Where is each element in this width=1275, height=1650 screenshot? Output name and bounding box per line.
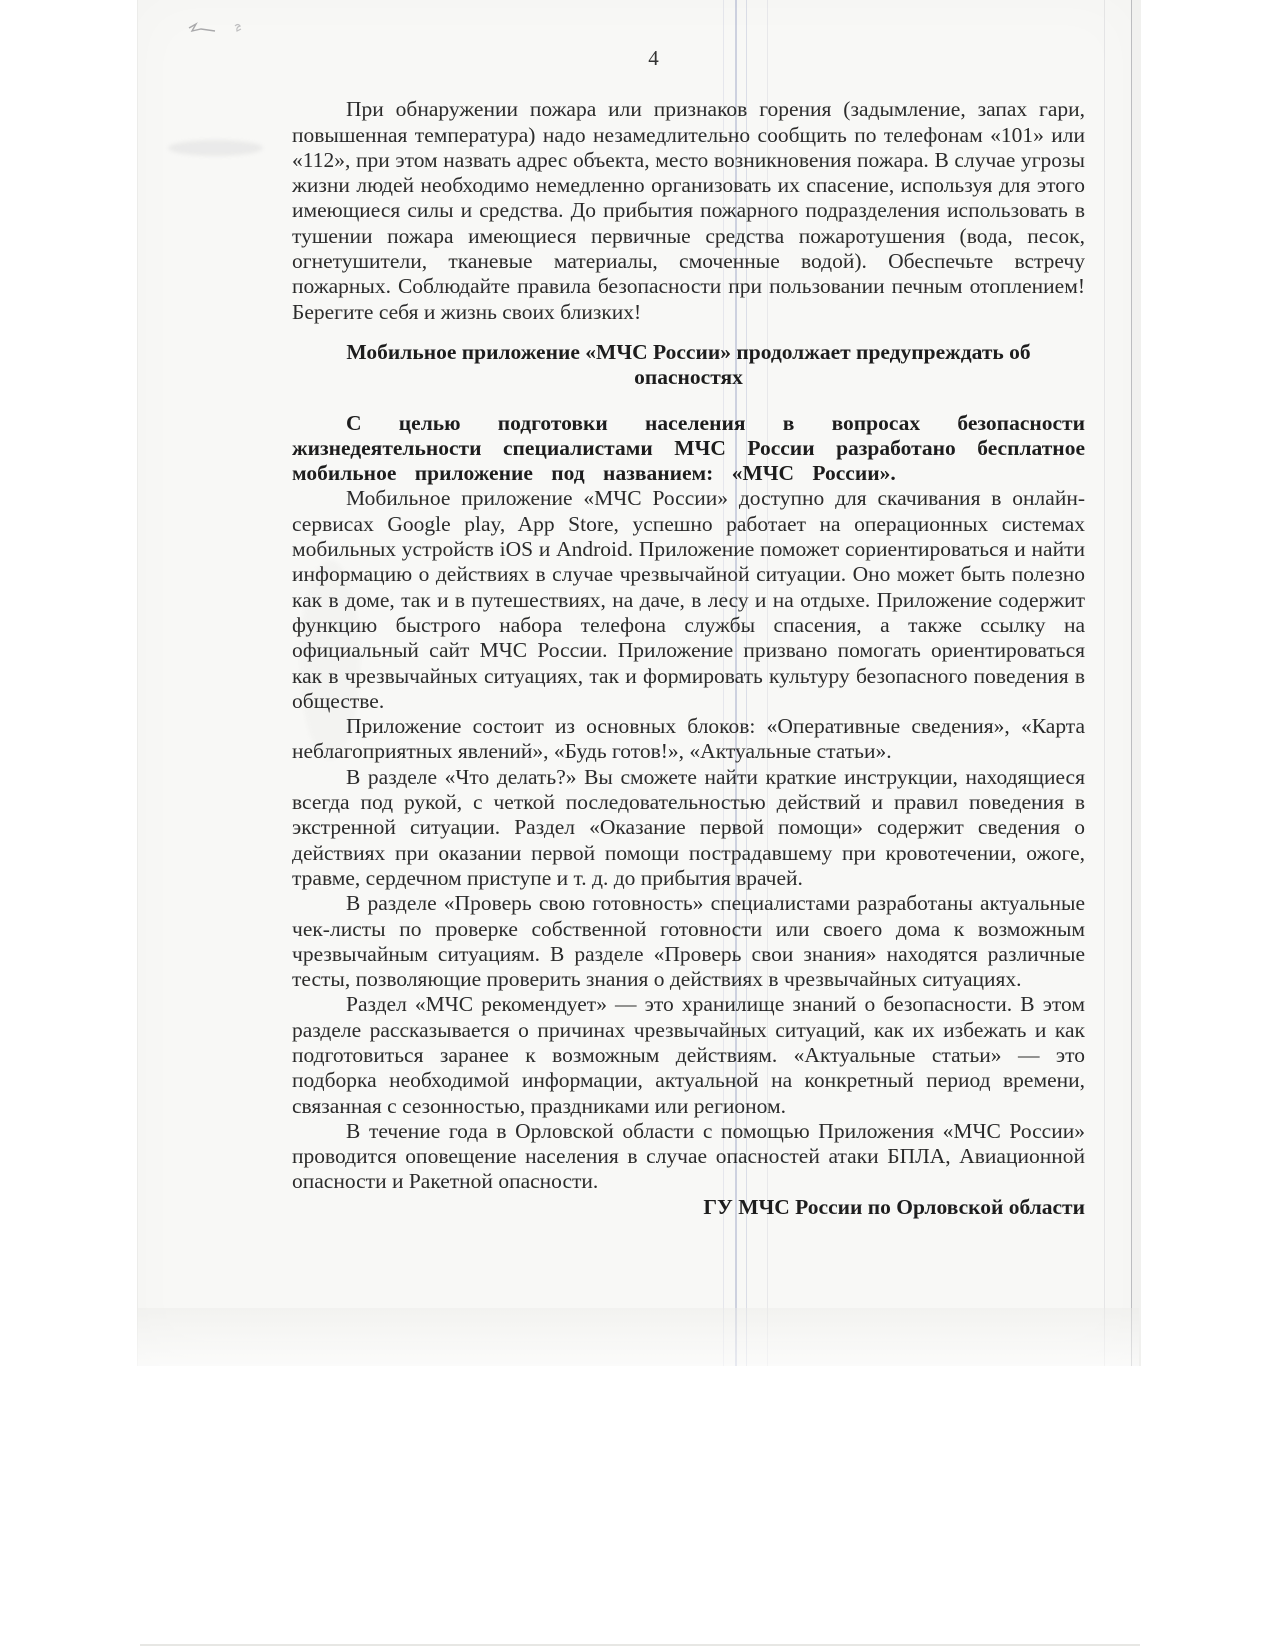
section-heading: Мобильное приложение «МЧС России» продолжает предупреждать об опасностях: [346, 339, 1031, 390]
lead-paragraph: С целью подготовки населения в вопросах безопасности жизнедеятельности специалистами МЧС России разработано бесплатное мобильное приложение под названием: «МЧС России».: [292, 410, 1085, 486]
page-right-edge-shadow: [1132, 0, 1141, 1366]
scan-bottom-hairline: [140, 1644, 1140, 1646]
signature-line: ГУ МЧС России по Орловской области: [703, 1194, 1085, 1219]
document-body: [292, 0, 1085, 1220]
body-paragraph-mchs-recommends: Раздел «МЧС рекомендует» — это хранилище знаний о безопасности. В этом разделе рассказывается о причинах чрезвычайных ситуаций, как их избежать и как подготовиться заранее к возможным действиям. «Актуальные статьи» — это подборка необходимой информации, актуальной на конкретный период времени, связанная с сезонностью, праздниками или регионом.: [292, 992, 1085, 1118]
intro-paragraph: При обнаружении пожара или признаков горения (задымление, запах гари, повышенная температура) надо незамедлительно сообщить по телефонам «101» или «112», при этом назвать адрес объекта, место возникновения пожара. В случае угрозы жизни людей необходимо немедленно организовать их спасение, используя для этого имеющиеся силы и средства. До прибытия пожарного подразделения использовать в тушении пожара имеющиеся первичные средства пожаротушения (вода, песок, огнетушители, тканевые материалы, смоченные водой). Обеспечьте встречу пожарных. Соблюдайте правила безопасности при пользовании печным отоплением! Берегите себя и жизнь своих близких!: [292, 97, 1085, 324]
body-paragraph-app-blocks: Приложение состоит из основных блоков: «Оперативные сведения», «Карта неблагоприятных явлений», «Будь готов!», «Актуальные статьи».: [292, 714, 1085, 764]
body-paragraph-what-to-do: В разделе «Что делать?» Вы сможете найти краткие инструкции, находящиеся всегда под рукой, с четкой последовательностью действий и правил поведения в экстренной ситуации. Раздел «Оказание первой помощи» содержит сведения о действиях при оказании первой помощи пострадавшему при кровотечении, ожоге, травме, сердечном приступе и т. д. до прибытия врачей.: [292, 764, 1085, 890]
body-paragraph-check-readiness: В разделе «Проверь свою готовность» специалистами разработаны актуальные чек-листы по проверке собственной готовности или своего дома к возможным чрезвычайным ситуациям. В разделе «Проверь свои знания» находятся различные тесты, позволяющие проверить знания о действиях в чрезвычайных ситуациях.: [292, 891, 1085, 992]
body-paragraph-oryol-alerts: В течение года в Орловской области с помощью Приложения «МЧС России» проводится оповещение населения в случае опасностей атаки БПЛА, Авиационной опасности и Ракетной опасности.: [292, 1118, 1085, 1194]
page-number: 4: [648, 46, 659, 70]
body-paragraph-app-download: Мобильное приложение «МЧС России» доступно для скачивания в онлайн-сервисах Google play, App Store, успешно работает на операционных системах мобильных устройств iOS и Android. Приложение поможет сориентироваться и найти информацию о действиях в случае чрезвычайной ситуации. Оно может быть полезно как в доме, так и в путешествиях, на даче, в лесу и на отдыхе. Приложение содержит функцию быстрого набора телефона службы спасения, а также ссылку на официальный сайт МЧС России. Приложение призвано помогать ориентироваться как в чрезвычайных ситуациях, так и формировать культуру безопасного поведения в обществе.: [292, 486, 1085, 713]
pencil-mark-icon: [183, 18, 263, 42]
